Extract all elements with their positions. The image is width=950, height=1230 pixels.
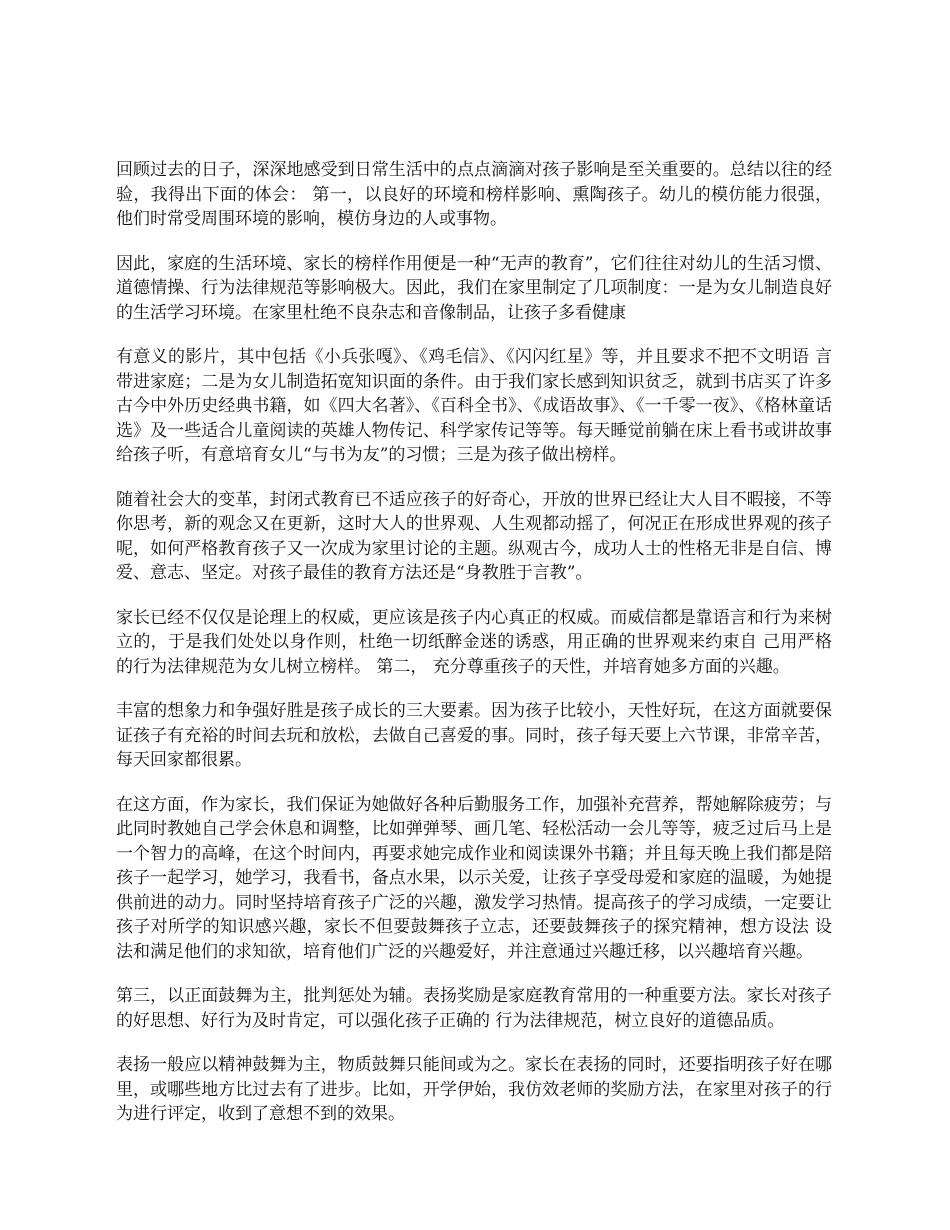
paragraph-4: 随着社会大的变革，封闭式教育已不适应孩子的好奇心，开放的世界已经让大人目不暇接，不等你思考，新的观念又在更新，这时大人的世界观、人生观都动摇了，何况正在形成世界观的孩子呢，如何严格教育孩子又一次成为家里讨论的主题。纵观古今，成功人士的性格无非是自信、博爱、意志、坚定。对孩子最佳的教育方法还是“身教胜于言教”。 bbox=[116, 489, 832, 583]
paragraph-6: 丰富的想象力和争强好胜是孩子成长的三大要素。因为孩子比较小，天性好玩，在这方面就要保证孩子有充裕的时间去玩和放松，去做自己喜爱的事。同时，孩子每天要上六节课，非常辛苦，每天回家都很累。 bbox=[116, 701, 832, 770]
paragraph-7: 在这方面，作为家长，我们保证为她做好各种后勤服务工作，加强补充营养，帮她解除疲劳；与此同时教她自己学会休息和调整，比如弹弹琴、画几笔、轻松活动一会儿等等，疲乏过后马上是一个智力的高峰，在这个时间内，再要求她完成作业和阅读课外书籍；并且每天晚上我们都是陪孩子一起学习，她学习，我看书，备点水果，以示关爱，让孩子享受母爱和家庭的温暖，为她提供前进的动力。同时坚持培育孩子广泛的兴趣，激发学习热情。提高孩子的学习成绩，一定要让孩子对所学的知识感兴趣，家长不但要鼓舞孩子立志，还要鼓舞孩子的探究精神，想方设法 设法和满足他们的求知欲，培育他们广泛的兴趣爱好，并注意通过兴趣迁移，以兴趣培育兴趣。 bbox=[116, 794, 832, 962]
paragraph-2: 因此，家庭的生活环境、家长的榜样作用便是一种“无声的教育”，它们往往对幼儿的生活习惯、道德情操、行为法律规范等影响极大。因此，我们在家里制定了几项制度：一是为女儿制造良好的生活学习环境。在家里杜绝不良杂志和音像制品，让孩子多看健康 bbox=[116, 253, 832, 323]
paragraph-8: 第三，以正面鼓舞为主，批判惩处为辅。表扬奖励是家庭教育常用的一种重要方法。家长对孩子的好思想、好行为及时肯定，可以强化孩子正确的 行为法律规范，树立良好的道德品质。 bbox=[116, 986, 832, 1031]
paragraph-9: 表扬一般应以精神鼓舞为主，物质鼓舞只能间或为之。家长在表扬的同时，还要指明孩子好在哪里，或哪些地方比过去有了进步。比如，开学伊始，我仿效老师的奖励方法，在家里对孩子的行为进行评定，收到了意想不到的效果。 bbox=[116, 1055, 832, 1124]
paragraph-1: 回顾过去的日子，深深地感受到日常生活中的点点滴滴对孩子影响是至关重要的。总结以往的经验，我得出下面的体会： 第一，以良好的环境和榜样影响、熏陶孩子。幼儿的模仿能力很强，他们时常受周围环境的影响，模仿身边的人或事物。 bbox=[116, 160, 832, 229]
paragraph-5: 家长已经不仅仅是论理上的权威，更应该是孩子内心真正的权威。而威信都是靠语言和行为来树立的，于是我们处处以身作则，杜绝一切纸醉金迷的诱惑，用正确的世界观来约束自 己用严格的行为法律规范为女儿树立榜样。 第二， 充分尊重孩子的天性，并培育她多方面的兴趣。 bbox=[116, 607, 832, 677]
paragraph-3: 有意义的影片，其中包括《小兵张嘎》、《鸡毛信》、《闪闪红星》等，并且要求不把不文明语 言带进家庭；二是为女儿制造拓宽知识面的条件。由于我们家长感到知识贫乏，就到书店买了许多古今中外历史经典书籍，如《四大名著》、《百科全书》、《成语故事》、《一千零一夜》、《格林童话选》及一些适合儿童阅读的英雄人物传记、科学家传记等等。每天睡觉前躺在床上看书或讲故事给孩子听，有意培育女儿“与书为友”的习惯；三是为孩子做出榜样。 bbox=[116, 347, 832, 465]
